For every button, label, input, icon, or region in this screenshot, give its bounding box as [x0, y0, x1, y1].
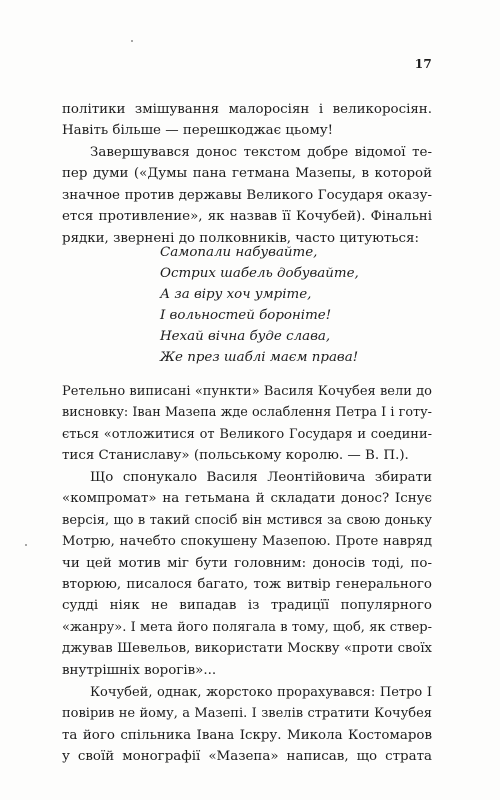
text-line: тися Станиславу» (польському королю. — В. П.).: [62, 448, 409, 464]
poem-line: І вольностей бороніте!: [160, 308, 332, 323]
margin-speck: [25, 544, 27, 546]
paragraph-motive: [62, 467, 432, 681]
text-line: версія, що в такий спосіб він мстився за свою доньку: [62, 512, 432, 528]
text-line: ється «отложитися от Великого Государя и соедини-: [62, 426, 432, 442]
text-line: Що спонукало Василя Леонтійовича збирати: [90, 470, 432, 485]
poem-line: А за віру хоч умріте,: [160, 287, 312, 302]
text-line: ется противление», як назвав її Кочубей). Фінальні: [62, 209, 432, 225]
text-line: висновку: Іван Мазепа жде ослаблення Петра I і готу-: [62, 405, 432, 421]
margin-speck: [131, 40, 133, 42]
paragraph-points: [62, 381, 432, 467]
text-line: Кочубей, однак, жорстоко прорахувався: Петро I: [90, 685, 432, 700]
text-line: чи цей мотив міг бути головним: доносів тоді, по-: [62, 555, 432, 571]
paragraph-denunciation: [62, 142, 432, 249]
text-line: вторюю, писалося багато, тож витвір генерального: [62, 577, 432, 593]
text-line: Ретельно виписані «пункти» Василя Кочубея вели до: [62, 384, 432, 399]
poem-quote: [160, 242, 400, 368]
text-line: внутрішніх ворогів»...: [62, 662, 217, 678]
paragraph-continuation: [62, 99, 432, 142]
text-line: рядки, звернені до полковників, часто цитуються:: [62, 230, 420, 246]
text-line: значное против державы Великого Государя оказу-: [62, 187, 432, 203]
text-line: Навіть більше — перешкоджає цьому!: [62, 123, 334, 139]
text-line: у своїй монографії «Мазепа» написав, що страта: [62, 749, 432, 765]
paragraph-miscalculation: [62, 682, 432, 768]
text-line: повірив не йому, а Мазепі. І звелів стратити Кочубея: [62, 706, 432, 722]
page-number: 17: [414, 57, 432, 71]
text-line: політики змішування малоросіян і великоросіян.: [62, 102, 432, 117]
poem-line: Острих шабель добувайте,: [160, 266, 359, 281]
poem-line: Нехай вічна буде слава,: [160, 329, 331, 344]
text-line: Мотрю, начебто спокушену Мазепою. Проте навряд: [62, 534, 432, 550]
text-line: судді ніяк не випадав із традицїї популярного: [62, 598, 432, 614]
text-line: та його спільника Івана Іскру. Микола Костомаров: [62, 727, 432, 743]
poem-line: Самопали набувайте,: [160, 245, 318, 260]
text-line: Завершувався донос текстом добре відомої те-: [90, 145, 432, 160]
text-line: «жанру». І мета його полягала в тому, щоб, як ствер-: [62, 619, 432, 635]
text-line: «компромат» на гетьмана й складати донос? Існує: [62, 491, 432, 507]
text-line: пер думи («Думы пана гетмана Мазепы, в которой: [62, 166, 432, 182]
text-line: джував Шевельов, використати Москву «проти своїх: [62, 641, 432, 657]
poem-line: Же през шаблі маєм права!: [160, 350, 359, 365]
